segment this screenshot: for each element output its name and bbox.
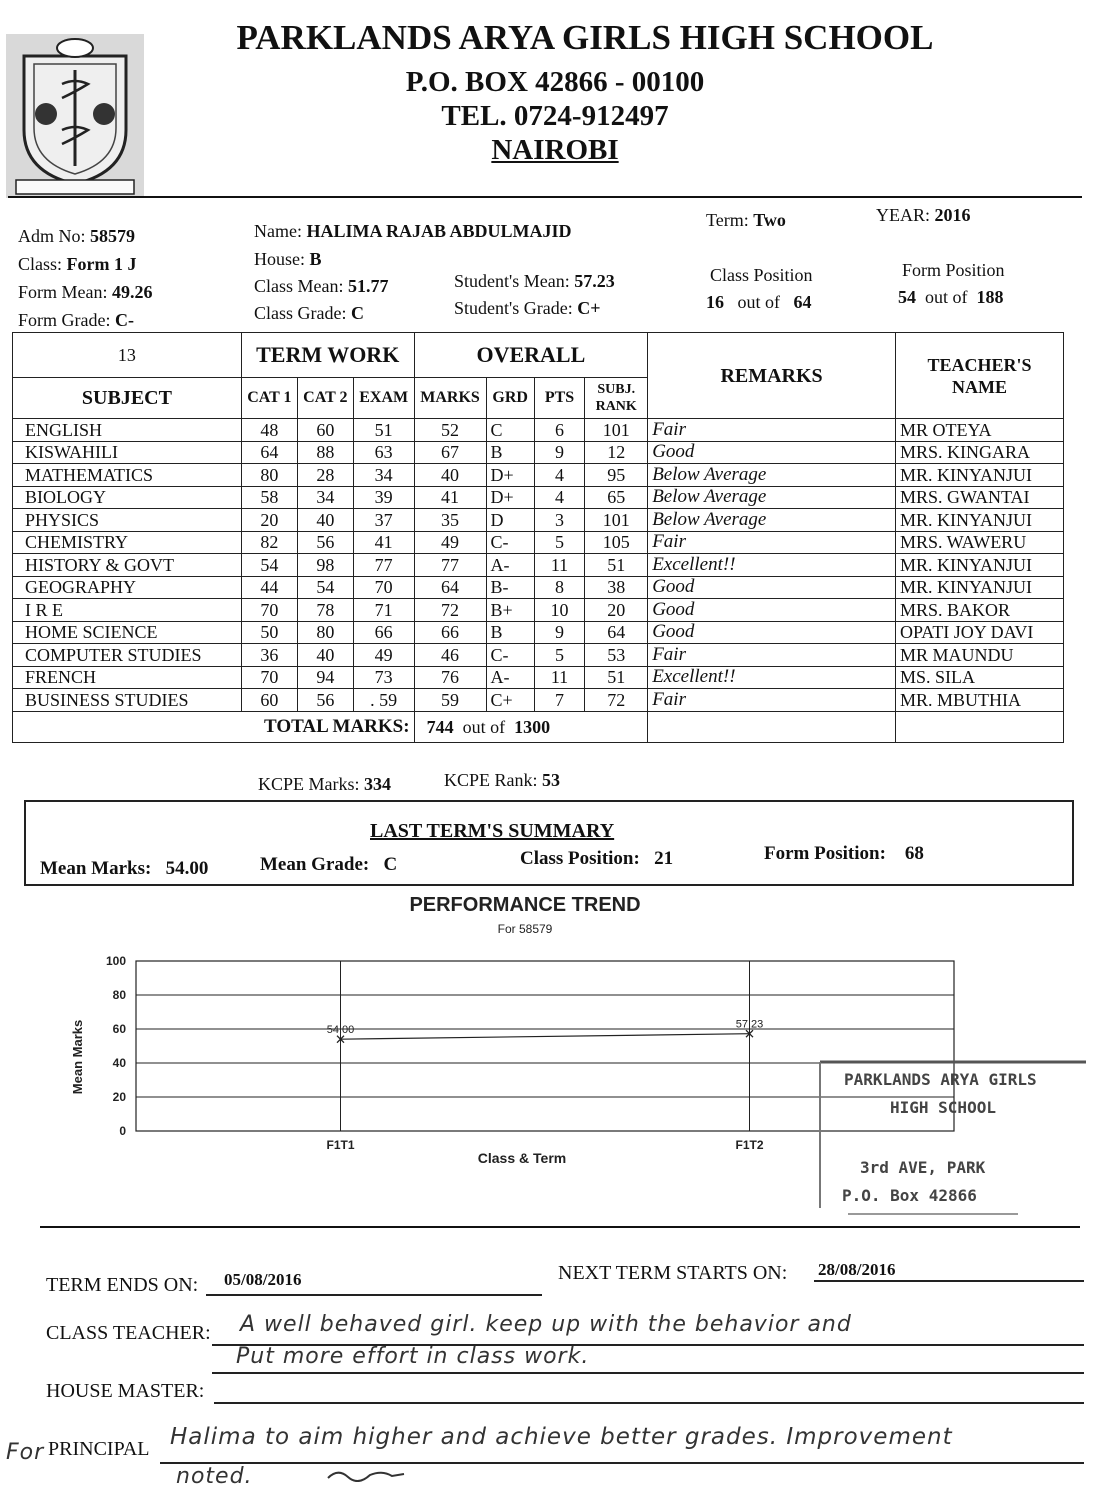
teacher-name-cell: OPATI JOY DAVI [895,621,1063,644]
cat2-cell: 60 [297,419,353,442]
form-mean: Form Mean: 49.26 [18,282,153,302]
teacher-name-header: TEACHER'S NAME [895,333,1063,419]
cat2-cell: 94 [297,666,353,689]
table-row [13,621,1064,644]
chart-y-tick-label: 20 [112,1090,126,1104]
remark-cell: Below Average [648,464,896,487]
table-row [13,464,1064,487]
grade-header: GRD [486,378,534,419]
next-term-underline [814,1280,1084,1282]
remark-cell: Below Average [648,486,896,509]
exam-cell: 49 [353,644,414,667]
points-cell: 11 [534,666,584,689]
term-work-header: TERM WORK [241,333,414,378]
subject-rank-cell: 65 [585,486,648,509]
marks-cell: 66 [414,621,486,644]
subject-cell: FRENCH [13,666,242,689]
cat1-cell: 48 [241,419,297,442]
cat1-cell: 70 [241,666,297,689]
teacher-name-cell: MR. KINYANJUI [895,509,1063,532]
points-cell: 6 [534,419,584,442]
last-term-mean-marks: Mean Marks: 54.00 [40,858,209,879]
subject-rank-cell: 38 [585,576,648,599]
remark-cell: Fair [648,419,896,442]
total-remarks-cell [648,711,896,742]
grade-cell: D+ [486,486,534,509]
cat1-cell: 64 [241,441,297,464]
principal-for-handwritten: For [6,1440,45,1465]
cat1-cell: 80 [241,464,297,487]
subject-cell: I R E [13,599,242,622]
term-ends-label: TERM ENDS ON: [46,1274,199,1296]
cat1-cell: 60 [241,689,297,712]
marks-cell: 41 [414,486,486,509]
remark-cell: Fair [648,644,896,667]
subject-cell: ENGLISH [13,419,242,442]
exam-cell: 51 [353,419,414,442]
subject-rank-cell: 101 [585,509,648,532]
grade-cell: D [486,509,534,532]
marks-cell: 35 [414,509,486,532]
school-stamp [818,1058,1090,1218]
marks-cell: 40 [414,464,486,487]
exam-header: EXAM [353,378,414,419]
last-term-class-position: Class Position: 21 [520,848,674,869]
grade-cell: C [486,419,534,442]
subject-rank-cell: 64 [585,621,648,644]
exam-cell: . 59 [353,689,414,712]
cat1-cell: 50 [241,621,297,644]
cat2-cell: 98 [297,554,353,577]
chart-x-tick-label: F1T1 [326,1138,355,1152]
class-teacher-label: CLASS TEACHER: [46,1322,211,1344]
marks-cell: 52 [414,419,486,442]
points-cell: 11 [534,554,584,577]
subject-cell: PHYSICS [13,509,242,532]
grade-cell: B+ [486,599,534,622]
adm-no: Adm No: 58579 [18,226,135,246]
last-term-form-position: Form Position: 68 [764,843,924,864]
cat1-cell: 36 [241,644,297,667]
grade-cell: B [486,441,534,464]
chart-data-label: 54.00 [326,1024,355,1037]
subject-rank-cell: 51 [585,666,648,689]
subject-rank-cell: 72 [585,689,648,712]
exam-cell: 37 [353,509,414,532]
grade-cell: A- [486,666,534,689]
table-row [13,644,1064,667]
table-row [13,689,1064,712]
subject-rank-cell: 105 [585,531,648,554]
remarks-header: REMARKS [648,333,896,419]
student-name: Name: HALIMA RAJAB ABDULMAJID [254,221,572,241]
total-teacher-cell [895,711,1063,742]
chart-series-line [341,1034,750,1039]
remark-cell: Good [648,621,896,644]
subject-cell: HISTORY & GOVT [13,554,242,577]
table-row [13,599,1064,622]
subject-rank-cell: 95 [585,464,648,487]
remark-cell: Excellent!! [648,666,896,689]
teacher-name-cell: MS. SILA [895,666,1063,689]
subject-cell: GEOGRAPHY [13,576,242,599]
table-row [13,531,1064,554]
marks-cell: 49 [414,531,486,554]
kcpe-rank: KCPE Rank: 53 [444,770,561,790]
total-marks-value: 744 out of 1300 [414,711,648,742]
subject-header: SUBJECT [13,378,242,419]
stamp-line-2: HIGH SCHOOL [890,1098,996,1117]
exam-cell: 73 [353,666,414,689]
points-cell: 8 [534,576,584,599]
exam-cell: 77 [353,554,414,577]
cat2-header: CAT 2 [297,378,353,419]
exam-cell: 41 [353,531,414,554]
form-position-label: Form Position [902,260,1005,280]
points-cell: 4 [534,486,584,509]
year: YEAR: 2016 [876,205,971,225]
subject-rank-cell: 53 [585,644,648,667]
total-marks-label: TOTAL MARKS: [13,711,415,742]
points-cell: 4 [534,464,584,487]
remark-cell: Fair [648,689,896,712]
class-grade: Class Grade: C [254,303,364,323]
class-teacher-comment-line-2: Put more effort in class work. [236,1344,590,1369]
points-cell: 5 [534,531,584,554]
subject-cell: KISWAHILI [13,441,242,464]
principal-signature [326,1468,406,1482]
remark-cell: Good [648,599,896,622]
subject-cell: CHEMISTRY [13,531,242,554]
class-teacher-underline-2 [212,1372,1084,1374]
class-mean: Class Mean: 51.77 [254,276,389,296]
table-row [13,419,1064,442]
chart-x-axis-label: Class & Term [477,1150,567,1166]
chart-y-tick-label: 0 [119,1124,126,1138]
student-mean: Student's Mean: 57.23 [454,271,615,291]
term-ends-underline [206,1294,542,1296]
school-po-box: P.O. BOX 42866 - 00100 [405,66,705,98]
exam-cell: 71 [353,599,414,622]
class-position-label: Class Position [710,265,813,285]
marks-cell: 67 [414,441,486,464]
form-position: 54 out of 188 [898,287,1004,307]
chart-y-tick-label: 80 [112,988,126,1002]
table-row [13,666,1064,689]
footer-divider [40,1226,1080,1228]
exam-cell: 66 [353,621,414,644]
teacher-name-cell: MR. KINYANJUI [895,576,1063,599]
student-grade: Student's Grade: C+ [454,298,601,318]
house-master-label: HOUSE MASTER: [46,1380,205,1402]
grade-cell: C- [486,644,534,667]
header-divider [8,196,1082,198]
marks-cell: 76 [414,666,486,689]
stamp-line-3: 3rd AVE, PARK [860,1158,986,1177]
overall-header: OVERALL [414,333,648,378]
subject-rank-cell: 12 [585,441,648,464]
remark-cell: Excellent!! [648,554,896,577]
table-row [13,554,1064,577]
subject-cell: COMPUTER STUDIES [13,644,242,667]
school-crest [6,34,144,198]
marks-cell: 72 [414,599,486,622]
points-cell: 9 [534,441,584,464]
chart-title: PERFORMANCE TREND [409,894,641,916]
student-class: Class: Form 1 J [18,254,137,274]
teacher-name-cell: MRS. KINGARA [895,441,1063,464]
cat1-cell: 54 [241,554,297,577]
points-cell: 10 [534,599,584,622]
cat2-cell: 78 [297,599,353,622]
next-term-label: NEXT TERM STARTS ON: [558,1262,788,1284]
subject-rank-header: SUBJ. RANK [585,378,648,419]
chart-y-axis-label: Mean Marks [70,1019,85,1095]
subject-count: 13 [13,333,242,378]
house-master-underline [214,1402,1084,1404]
cat2-cell: 34 [297,486,353,509]
cat1-cell: 82 [241,531,297,554]
term: Term: Two [706,210,786,230]
next-term-date: 28/08/2016 [818,1260,896,1279]
cat1-cell: 70 [241,599,297,622]
grade-cell: C+ [486,689,534,712]
teacher-name-cell: MR. KINYANJUI [895,464,1063,487]
cat1-cell: 44 [241,576,297,599]
remark-cell: Below Average [648,509,896,532]
cat2-cell: 80 [297,621,353,644]
subject-cell: MATHEMATICS [13,464,242,487]
kcpe-marks: KCPE Marks: 334 [258,774,392,794]
cat2-cell: 40 [297,644,353,667]
school-city: NAIROBI [491,134,619,166]
school-name: PARKLANDS ARYA GIRLS HIGH SCHOOL [236,18,934,57]
cat2-cell: 56 [297,531,353,554]
exam-cell: 70 [353,576,414,599]
grade-cell: B- [486,576,534,599]
chart-y-tick-label: 60 [112,1022,126,1036]
points-cell: 9 [534,621,584,644]
chart-y-tick-label: 100 [105,954,126,968]
cat1-header: CAT 1 [241,378,297,419]
subject-cell: BIOLOGY [13,486,242,509]
table-row [13,576,1064,599]
cat2-cell: 40 [297,509,353,532]
cat1-cell: 58 [241,486,297,509]
grade-cell: B [486,621,534,644]
remark-cell: Fair [648,531,896,554]
cat1-cell: 20 [241,509,297,532]
subject-cell: HOME SCIENCE [13,621,242,644]
marks-cell: 64 [414,576,486,599]
exam-cell: 39 [353,486,414,509]
exam-cell: 63 [353,441,414,464]
principal-underline [160,1462,1084,1464]
term-ends-date: 05/08/2016 [224,1270,302,1289]
principal-comment-line-2: noted. [176,1464,253,1489]
student-house: House: B [254,249,322,269]
cat2-cell: 88 [297,441,353,464]
teacher-name-cell: MR OTEYA [895,419,1063,442]
subject-cell: BUSINESS STUDIES [13,689,242,712]
form-grade: Form Grade: C- [18,310,134,330]
marks-cell: 46 [414,644,486,667]
exam-cell: 34 [353,464,414,487]
points-cell: 3 [534,509,584,532]
marks-table [12,332,1064,743]
remark-cell: Good [648,576,896,599]
last-term-mean-grade: Mean Grade: C [260,854,398,875]
points-cell: 5 [534,644,584,667]
points-cell: 7 [534,689,584,712]
marks-cell: 59 [414,689,486,712]
subject-rank-cell: 51 [585,554,648,577]
chart-data-label: 57.23 [735,1018,764,1031]
chart-x-tick-label: F1T2 [735,1138,764,1152]
marks-cell: 77 [414,554,486,577]
grade-cell: C- [486,531,534,554]
table-row [13,486,1064,509]
points-header: PTS [534,378,584,419]
remark-cell: Good [648,441,896,464]
table-row [13,509,1064,532]
marks-header: MARKS [414,378,486,419]
subject-rank-cell: 101 [585,419,648,442]
chart-subtitle: For 58579 [497,922,553,936]
cat2-cell: 54 [297,576,353,599]
grade-cell: A- [486,554,534,577]
teacher-name-cell: MRS. WAWERU [895,531,1063,554]
chart-y-tick-label: 40 [112,1056,126,1070]
school-telephone: TEL. 0724-912497 [441,100,669,132]
teacher-name-cell: MR MAUNDU [895,644,1063,667]
class-position: 16 out of 64 [706,292,812,312]
cat2-cell: 56 [297,689,353,712]
last-term-title: LAST TERM'S SUMMARY [370,820,615,842]
teacher-name-cell: MR. KINYANJUI [895,554,1063,577]
teacher-name-cell: MRS. GWANTAI [895,486,1063,509]
class-teacher-comment-line-1: A well behaved girl. keep up with the behavior and [240,1312,852,1337]
principal-label: PRINCIPAL [48,1438,150,1460]
last-term-summary [24,800,1074,886]
stamp-line-1: PARKLANDS ARYA GIRLS [844,1070,1037,1089]
grade-cell: D+ [486,464,534,487]
subject-rank-cell: 20 [585,599,648,622]
teacher-name-cell: MR. MBUTHIA [895,689,1063,712]
cat2-cell: 28 [297,464,353,487]
principal-comment-line-1: Halima to aim higher and achieve better grades. Improvement [170,1424,953,1450]
stamp-line-4: P.O. Box 42866 [842,1186,977,1205]
teacher-name-cell: MRS. BAKOR [895,599,1063,622]
table-row [13,441,1064,464]
